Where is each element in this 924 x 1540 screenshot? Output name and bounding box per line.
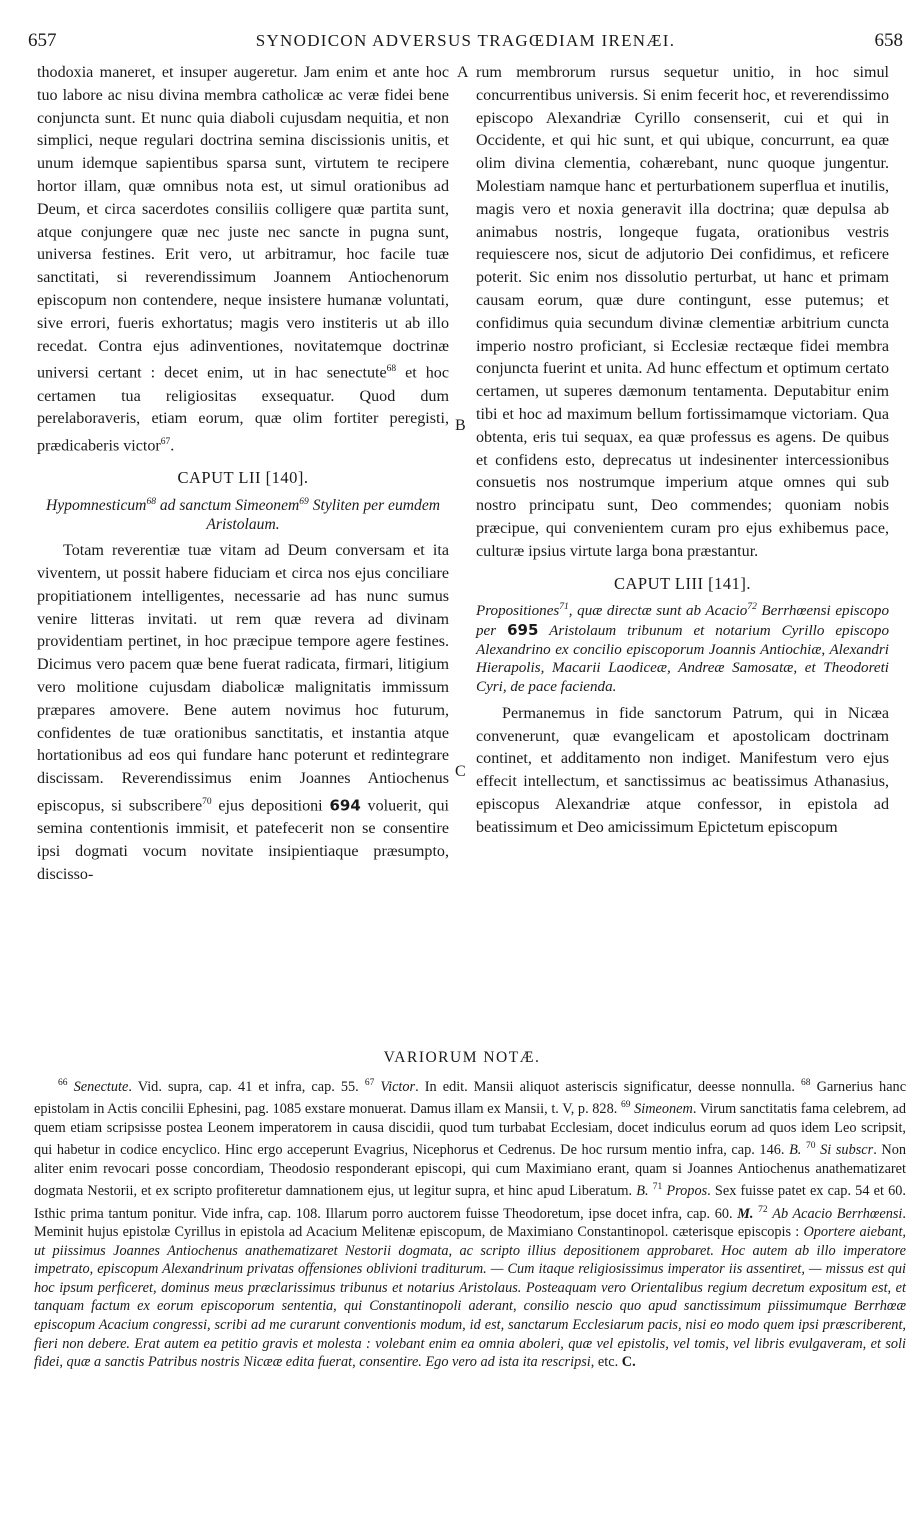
note-ref: 67	[160, 437, 171, 448]
note-ref: 71	[559, 602, 569, 613]
column-number: 695	[507, 621, 539, 640]
chapter-heading: CAPUT LIII [141].	[614, 573, 751, 593]
note-ref: 72	[747, 602, 757, 613]
running-title: SYNODICON ADVERSUS TRAGŒDIAM IRENÆI.	[255, 31, 676, 50]
margin-letter-c: C	[455, 763, 466, 780]
chapter-subtitle: Propositiones$^{71}$, quæ directæ sunt ab Acacio$^{72}$ Berrhœensi episcopo per 695 Aristolaum tribunum et notarium Cyrillo episcopo Alexandrino ex concilio episcoporum Joannis Antiochiæ, Alexandri Hierapolis, Macarii Laodiceæ, Andreæ Samosatæ, et Theodoreti Cyri, de pace facienda.	[476, 602, 889, 696]
note-ref: 69	[299, 497, 309, 508]
right-column	[476, 62, 889, 840]
note-ref: 68	[146, 497, 156, 508]
page-number-right: 658	[874, 30, 903, 51]
paragraph: thodoxia maneret, et insuper augeretur. Jam enim et ante hoc tuo labore ac nisu divina membra catholicæ ac veræ fidei bene conjuncta sunt. Et nunc quia diaboli cujusdam nequitia, et non simplici, neque regulari doctrina semina discissionis unitis, et unum idemque sapientibus sparsa sunt, virtutem te recipere hortor illam, quæ omnibus nota est, ut simul orationibus ad Deum, et circa sacerdotes consiliis colligere quæ partita sunt, atque conjungere quæ nec juste nec sancte in pugna sunt, universa festines. Erit vero, ut arbitramur, hoc facile tuæ sanctitati, si reverendissimum Joannem Antiochenorum episcopum non contendere, neque insistere humanæ voluntati, sive errori, fueris exhortatus; magis vero institeris ut ab illo recedat. Contra ejus adinventiones, novitatemque doctrinæ universi certant : decet enim, ut in hac senectute$^{68}$ et hoc certamen tua religiositas exsequatur. Quod dum perelaboraveris, etiam eorum, quæ olim fortiter peregisti, prædicaberis victor$^{67}$.	[37, 64, 449, 455]
left-column	[37, 62, 449, 887]
margin-letter-b: B	[455, 417, 466, 434]
paragraph: Totam reverentiæ tuæ vitam ad Deum conversam et ita viventem, ut possit habere fiduciam et circa nos ejus conciliare propitiationem intelligentes, necessarie ad has nunc sumus venire litteras invitati. ut rem quæ revera ad divinam providentiam pertinet, in hoc præcipue tempore agere festines. Dicimus vero pacem quæ bene fuerat radicata, firmari, litigium vero molitione cujusdam diabolicæ malignitatis immissum præpares amovere. Bene autem novimus hoc futurum, confidentes de tuæ orationibus sanctitatis, et instantia atque hortationibus ad eos qui fundare hanc poterunt et redintegrare discissam. Reverendissimus enim Joannes Antiochenus episcopus, si subscribere$^{70}$ ejus depositioni 694 voluerit, qui semina contentionis immisit, et patefecerit non se consentire ipsi dogmati vocum novitate insipientiaque præsumpto, discisso-	[37, 542, 449, 883]
note-ref: 68	[386, 364, 397, 375]
margin-letter-a: A	[457, 64, 469, 81]
column-number: 694	[329, 796, 361, 815]
chapter-heading: CAPUT LII [140].	[177, 468, 309, 488]
note-ref: 70	[202, 797, 212, 808]
page-header	[28, 30, 903, 56]
page-number-left: 657	[28, 30, 57, 51]
chapter-subtitle: Hypomnesticum$^{68}$ ad sanctum Simeonem$^{69}$ Styliten per eumdem Aristolaum.	[45, 497, 441, 534]
notes-title: VARIORUM NOTÆ.	[383, 1049, 541, 1066]
paragraph: rum membrorum rursus sequetur unitio, in hoc simul concurrentibus universis. Si enim fecerit hoc, et reverendissimo episcopo Alexandriæ Cyrillo consenserit, cui et qui in Occidente, et qui hic sunt, et qui ubique, concurrunt, ea quæ olim divina clementia, cohærebant, nunc quoque jungentur. Molestiam namque hanc et perturbationem superflua et inutilis, magis vero et noxia generavit illa doctrina; quæ depulsa ab animabus nostris, longeque fugata, orationibus vestris requiescere nos, sicut de adjutorio Dei confidimus, et reficere poterit. Sic enim nos dissolutio perturbat, ut hanc et primam causam eorum, quæ dure contingunt, esse putemus; et confidimus quia secundum divinæ clementiæ arbitrium cuncta imperio nostro proficiant, si Ecclesiæ rectæque fidei membra conjuncta fuerint et unita. Ad hunc effectum et optimum certato certamen, ut superes dæmonum tentamenta. Deputabitur enim tibi et hoc ad maximum bellum fortissimamque victoriam. Qua obtenta, eris tui sequax, ea quæ professus es agens. De quibus et confidens esto, deprecatus ut indesinenter intercessionibus consuetis nos nostrumque imperium atque omnes qui sub nostro principatu sunt, Deo commendes; quoniam nobis præcipue, qui convenientem curam pro ejus exhibemus pace, culturæ ipsius virtute larga bona præstantur.	[476, 64, 889, 560]
footnotes: $^{66}$ Senectute. Vid. supra, cap. 41 et infra, cap. 55. $^{67}$ Victor. In edit. Mansii aliquot asteriscis significatur, deesse nonnulla. $^{68}$ Garnerius hanc epistolam in Actis concilii Ephesini, pag. 1085 exstare monuerat. Damus illam ex Mansii, t. V, p. 828. $^{69}$ Simeonem. Virum sanctitatis fama celebrem, ad quem etiam scripsisse postea Leonem imperatorem in causa discidii, quod tum turbabat Ecclesiam, docet indiculus eorum ad quos idem Leo scripsit, qui habetur in codice encyclico. Hinc ergo acceperunt Evagrius, Nicephorus et Cedrenus. De hoc rursum mentio infra, cap. 146. B. $^{70}$ Si subscr. Non aliter enim revocari posse concordiam, Theodosio responderant episcopi, qui cum Maximiano erant, quam si Joannes Antiochenus anathematizaret dogmata Nestorii, et ex scripto profiteretur damnationem ejus, ut legitur supra, et hinc apud Liberatum. B. $^{71}$ Propos. Sex fuisse patet ex cap. 54 et 60. Isthic prima tantum ponitur. Vide infra, cap. 108. Illarum porro auctorem fuisse Theodoretum, ipse docet infra, cap. 60. M. $^{72}$ Ab Acacio Berrhœensi. Meminit hujus epistolæ Cyrillus in epistola ad Acacium Melitenæ episcopum, de Maximiano Constantinopol. cæterisque episcopis : Oportere aiebant, ut piissimus Joannes Antiochenus anathematizaret Nestorii dogmata, ac scripto illius depositionem approbaret. Hoc autem ab illo imperatore impetrato, episcopum Alexandrinum privatas offensiones oblivioni traditurum. — Cum itaque religiosissimus imperator iis assentiret, — missus est qui hoc ipsum perficeret, dominus meus præclarissimus tribunus et notarius Aristolaus. Posteaquam vero Orientalibus regium decretum expositum est, et tanquam factum ex eorum episcoporum sententia, qui Constantinopoli aderant, consilio nescio quo apud sanctissimum piissimumque Berrhœæ episcopum Acacium congressi, scribi ad me curarunt conventionis modum, id est, sanctarum Ecclesiarum pacis, nisi eo modo quem ipsi præscriberent, fieri non debere. Erat autem ea petitio gravis et molesta : volebant enim ea omnia aboleri, quæ vel epistolis, vel tomis, vel libris evulgaveram, et soli fidei, quæ a sanctis Patribus nostris Nicææ edita fuerat, consentire. Ego vero ad ista ita rescripsi, etc. C.	[34, 1078, 907, 1371]
paragraph: Permanemus in fide sanctorum Patrum, qui in Nicæa convenerunt, quæ evangelicam et apostolicam doctrinam continet, et additamento non indiget. Manifestum vero ejus effecit intellectum, et sanctissimus ac beatissimus Athanasius, episcopus Alexandriæ atque confessor, in epistola ad beatissimum et Deo amicissimum Epictetum episcopum	[476, 704, 889, 836]
